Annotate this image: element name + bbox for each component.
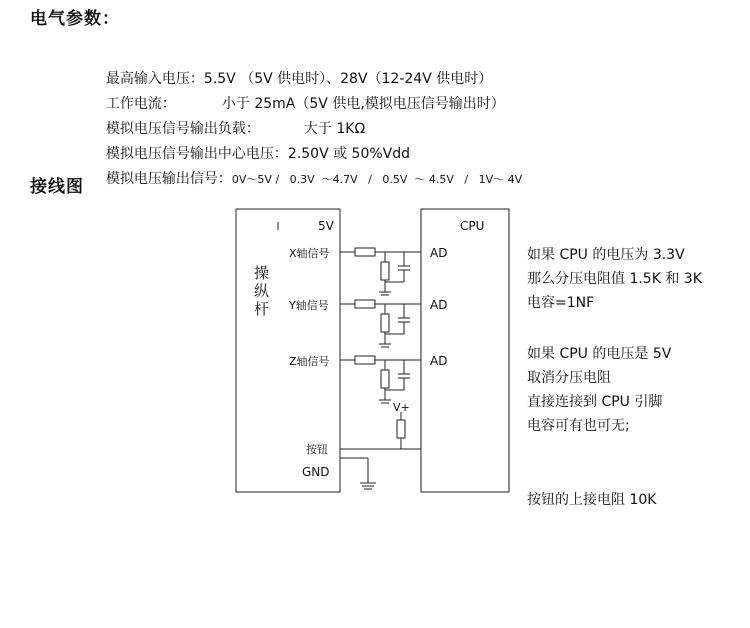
- joystick-label-2: 纵: [254, 282, 270, 300]
- heading-wiring: 接线图: [30, 177, 84, 197]
- spec-label: 模拟电压信号输出中心电压：: [105, 146, 288, 162]
- button-label: 按钮: [306, 443, 328, 456]
- spec-label: 模拟电压输出信号：: [105, 171, 232, 187]
- z-signal-label: Z轴信号: [289, 355, 330, 368]
- joystick-label-1: 操: [254, 264, 270, 282]
- spec-label: 工作电流：: [105, 96, 176, 112]
- note-line: 取消分压电阻: [527, 370, 611, 386]
- gnd-label: GND: [302, 465, 330, 479]
- spec-label: 最高输入电压：: [105, 71, 204, 87]
- resistor-button-pullup: [397, 420, 405, 438]
- joystick-label-3: 杆: [254, 300, 270, 318]
- note-3v3: [527, 243, 702, 315]
- resistor-x-series: [355, 248, 375, 256]
- cpu-label: CPU: [460, 219, 485, 233]
- spec-value: 大于 1KΩ: [303, 121, 366, 137]
- spec-label: 模拟电压信号输出负载：: [105, 121, 260, 137]
- y-signal-label: Y轴信号: [289, 299, 329, 312]
- heading-electrical-params: 电气参数：: [30, 9, 120, 29]
- ad-pin-x: AD: [430, 246, 448, 260]
- note-line: 如果 CPU 的电压是 5V: [527, 346, 672, 362]
- note-line: 电容可有也可无;: [527, 418, 630, 434]
- supply-5v-label: 5V: [318, 219, 334, 233]
- ad-pin-y: AD: [430, 298, 448, 312]
- note-button-resistor: 按钮的上接电阻 10K: [527, 492, 657, 508]
- resistor-z-pulldown: [381, 370, 389, 388]
- resistor-z-series: [355, 356, 375, 364]
- spec-value: 5.5V （5V 供电时）、28V（12-24V 供电时）: [203, 71, 493, 87]
- spec-value: 2.50V 或 50%Vdd: [287, 146, 411, 162]
- note-line: 电容=1NF: [527, 295, 595, 311]
- resistor-y-series: [355, 300, 375, 308]
- note-line: 如果 CPU 的电压为 3.3V: [527, 247, 685, 263]
- resistor-x-pulldown: [381, 262, 389, 280]
- spec-value: 0V～5V / 0.3V ～4.7V / 0.5V ～ 4.5V / 1V～ 4V: [231, 173, 523, 186]
- vplus-label: V+: [393, 401, 410, 414]
- note-5v: [527, 342, 671, 438]
- ad-pin-z: AD: [430, 354, 448, 368]
- resistor-y-pulldown: [381, 314, 389, 332]
- x-signal-label: X轴信号: [289, 247, 330, 260]
- spec-value: 小于 25mA（5V 供电,模拟电压信号输出时）: [221, 96, 505, 112]
- note-line: 直接连接到 CPU 引脚: [527, 394, 663, 410]
- note-line: 那么分压电阻值 1.5K 和 3K: [527, 271, 702, 287]
